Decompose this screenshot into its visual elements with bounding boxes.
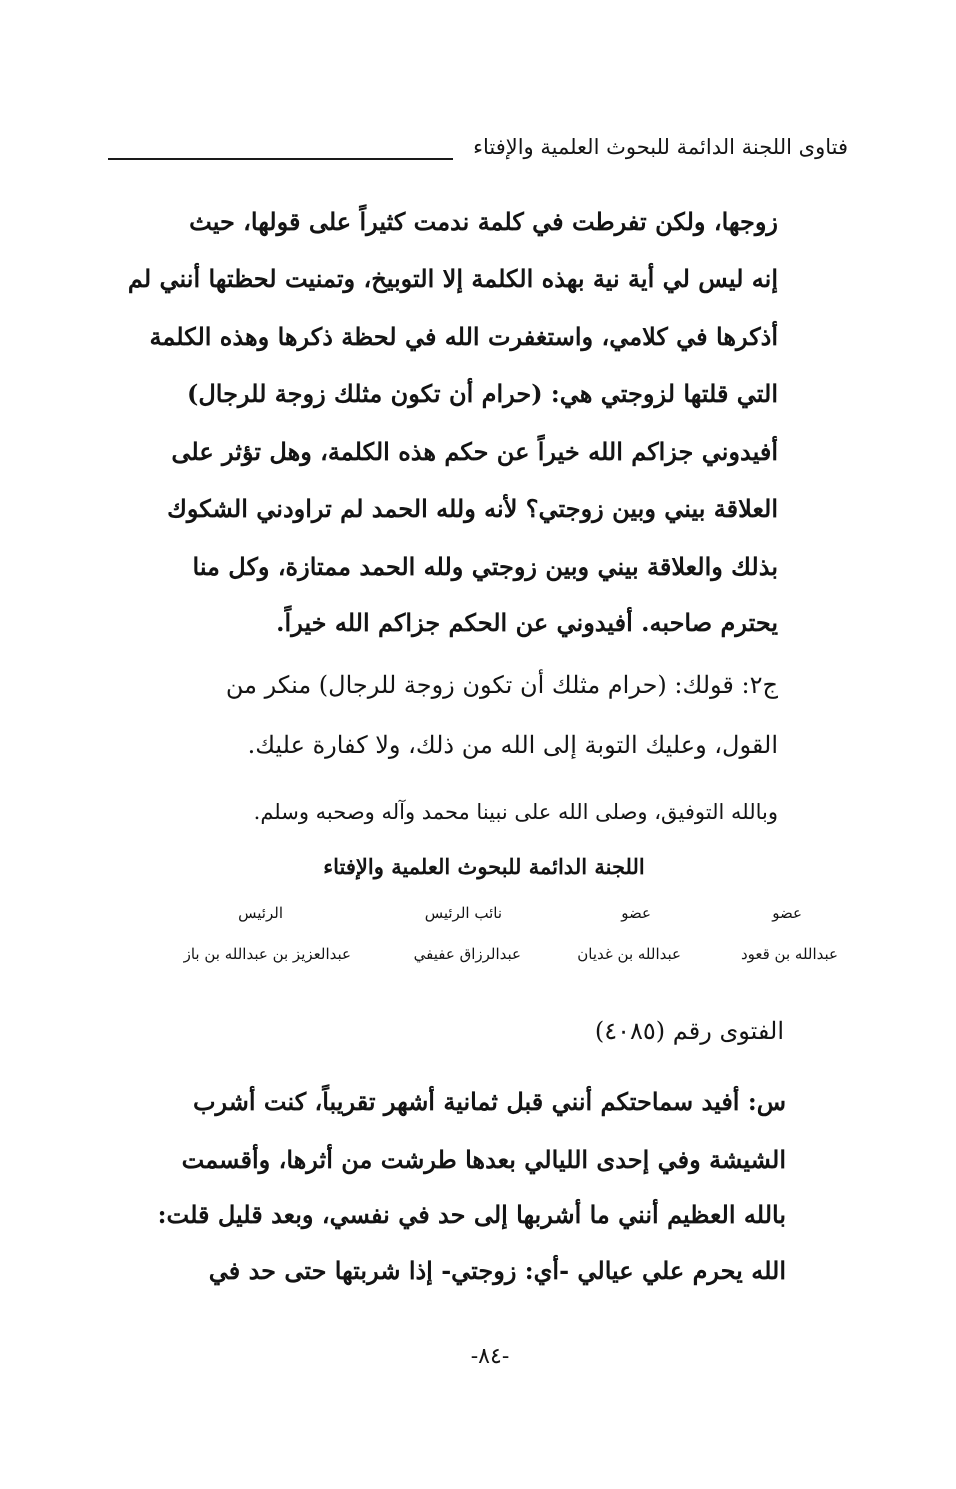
running-header [108,132,848,172]
signatory-role: الرئيس [238,904,283,922]
committee-name-text: اللجنة الدائمة للبحوث العلمية والإفتاء [323,854,645,879]
question-1-line: بذلك والعلاقة بيني وبين زوجتي ولله الحمد ممتازة، وكل منا [192,552,778,581]
question-1-line: العلاقة بيني وبين زوجتي؟ لأنه ولله الحمد لم تراودني الشكوك [167,494,778,523]
question-1-line: أفيدوني جزاكم الله خيراً عن حكم هذه الكلمة، وهل تؤثر على [171,437,778,466]
running-header-title: فتاوى اللجنة الدائمة للبحوث العلمية والإفتاء [473,135,848,159]
signatory-name: عبدالله بن غديان [577,945,681,963]
question-2-line: س: أفيد سماحتكم أنني قبل ثمانية أشهر تقريباً، كنت أشرب [192,1087,786,1116]
question-1-line: التي قلتها لزوجتي هي: (حرام أن تكون مثلك زوجة للرجال) [186,379,778,408]
signatory-role: عضو [772,904,802,922]
question-1-line: يحترم صاحبه. أفيدوني عن الحكم جزاكم الله خيراً. [276,608,778,637]
question-1-line: زوجها، ولكن تفرطت في كلمة ندمت كثيراً على قولها، حيث [189,207,778,236]
fatwa-number: الفتوى رقم (٤٠٨٥) [594,1017,784,1045]
closing-formula: وبالله التوفيق، وصلى الله على نبينا محمد وآله وصحبه وسلم. [253,800,778,824]
question-2-line: الشيشة وفي إحدى الليالي بعدها طرشت من أثرها، وأقسمت [181,1145,786,1174]
answer-line: القول، وعليك التوبة إلى الله من ذلك، ولا كفارة عليك. [247,731,778,759]
question-2-line: بالله العظيم أنني ما أشربها إلى حد في نفسي، وبعد قليل قلت: [157,1200,786,1229]
question-1-line: أذكرها في كلامي، واستغفرت الله في لحظة ذكرها وهذه الكلمة [149,322,778,351]
question-2-line: الله يحرم علي عيالي -أي: زوجتي- إذا شربتها حتى حد في [208,1256,786,1285]
signatory-role: نائب الرئيس [424,904,502,922]
committee-name [0,852,956,882]
signatory-role: عضو [621,904,651,922]
signatory-name: عبدالله بن قعود [740,945,838,963]
signatory-name: عبدالعزيز بن عبدالله بن باز [183,945,351,963]
answer-line: ج٢: قولك: (حرام مثلك أن تكون زوجة للرجال) منكر من [225,671,778,699]
page-number: -٨٤- [470,1344,510,1369]
header-rule [108,158,453,160]
question-1-line: إنه ليس لي أية نية بهذه الكلمة إلا التوبيخ، وتمنيت لحظتها أنني لم [127,264,778,293]
signatory-name: عبدالرزاق عفيفي [413,945,521,963]
